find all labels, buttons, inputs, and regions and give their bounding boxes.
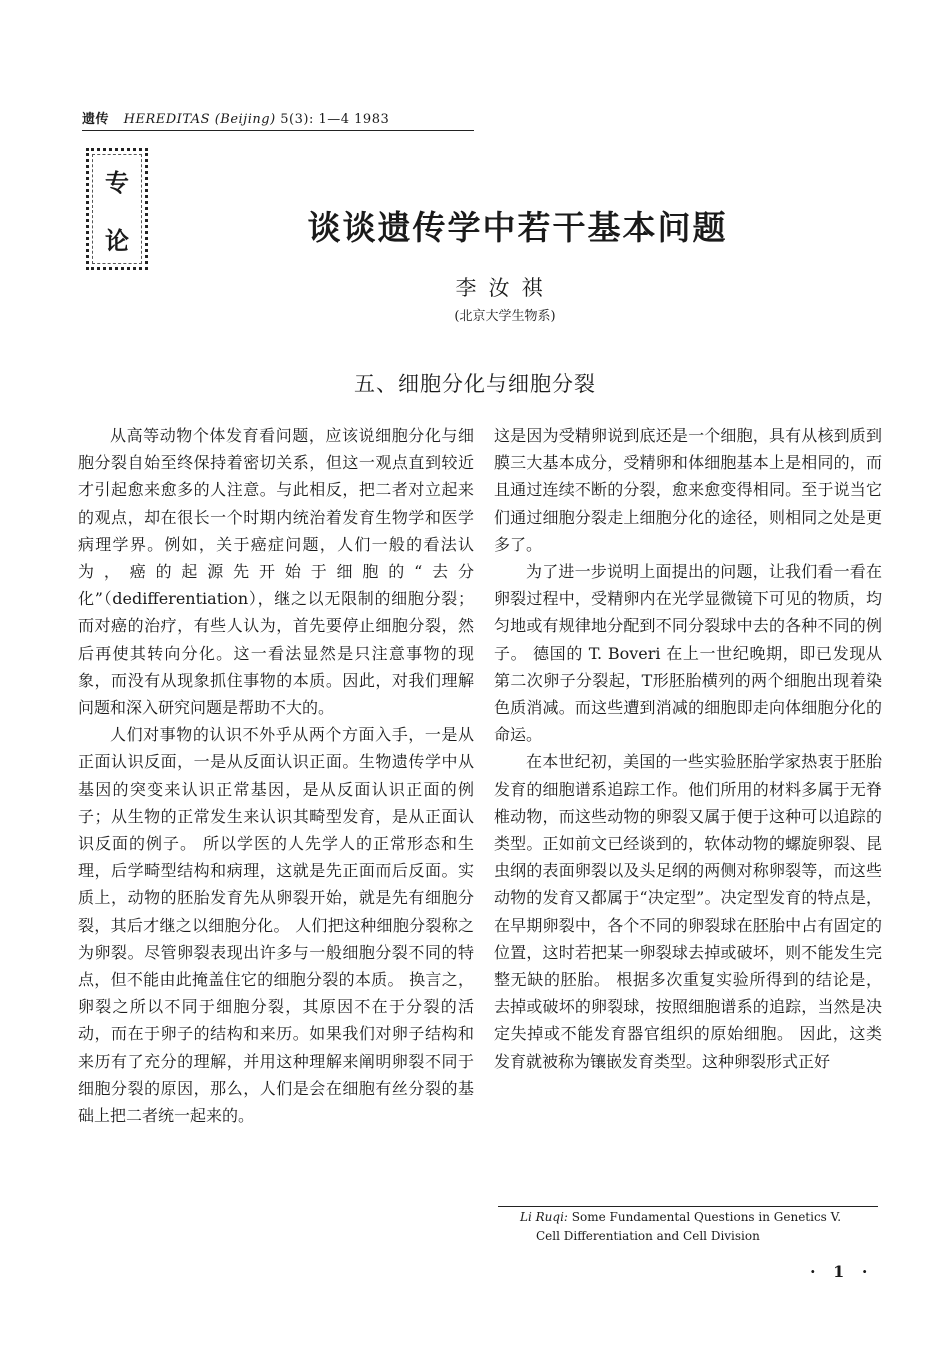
paragraph: 在本世纪初，美国的一些实验胚胎学家热衷于胚胎发育的细胞谱系追踪工作。他们所用的材料多属于无脊椎动物，而这些动物的卵裂又属于便于这种可以追踪的类型。正如前文已经谈到的，软体动物的螺旋卵裂、昆虫纲的表面卵裂以及头足纲的两侧对称卵裂等，而这些动物的发育又都属于“决定型”。决定型发育的特点是，在早期卵裂中，各个不同的卵裂球在胚胎中占有固定的位置，这时若把某一卵裂球去掉或破坏，则不能发生完整无缺的胚胎。 根据多次重复实验所得到的结论是，去掉或破坏的卵裂球，按照细胞谱系的追踪，当然是决定失掉或不能发育器官组织的原始细胞。 因此，这类发育就被称为镶嵌发育类型。这种卵裂形式正好 [494, 752, 882, 1071]
column-badge [86, 148, 148, 270]
running-header [82, 108, 474, 131]
badge-char-2: 论 [105, 226, 129, 255]
right-column [494, 422, 882, 1075]
footnote-author: Li Ruqi: [520, 1210, 568, 1224]
citation: 5(3): 1—4 1983 [280, 112, 390, 127]
badge-char-1: 专 [105, 168, 129, 197]
paragraph: 人们对事物的认识不外乎从两个方面入手，一是从正面认识反面，一是从反面认识正面。生物遗传学中从基因的突变来认识正常基因，是从反面认识正面的例子；从生物的正常发生来认识其畸型发育，是从正面认识反面的例子。 所以学医的人先学人的正常形态和生理，后学畸型结构和病理，这就是先正面而后反面。实质上，动物的胚胎发育先从卵裂开始，就是先有细胞分裂，其后才继之以细胞分化。 人们把这种细胞分裂称之为卵裂。尽管卵裂表现出许多与一般细胞分裂不同的特点，但不能由此掩盖住它的细胞分裂的本质。 换言之，卵裂之所以不同于细胞分裂，其原因不在于分裂的活动，而在于卵子的结构和来历。如果我们对卵子结构和来历有了充分的理解，并用这种理解来阐明卵裂不同于细胞分裂的原因，那么，人们是会在细胞有丝分裂的基础上把二者统一起来的。 [78, 725, 474, 1126]
affiliation: (北京大学生物系) [454, 309, 556, 324]
journal-name-cn: 遗传 [82, 112, 110, 127]
paragraph: 为了进一步说明上面提出的问题，让我们看一看在卵裂过程中，受精卵内在光学显微镜下可见的物质，均匀地或有规律地分配到不同分裂球中去的各种不同的例子。 德国的 T. Boveri 在上一世纪晚期，即已发现从第二次卵子分裂起，T形胚胎横列的两个细胞出现着染色质消减。而这些遭到消减的细胞即走向体细胞分化的命运。 [494, 562, 882, 745]
paragraph: 从高等动物个体发育看问题，应该说细胞分化与细胞分裂自始至终保持着密切关系，但这一观点直到较近才引起愈来愈多的人注意。与此相反，把二者对立起来的观点，却在很长一个时期内统治着发育生物学和医学病理学界。例如，关于癌症问题，人们一般的看法认为，癌的起源先开始于细胞的“去分化”（dedifferentiation），继之以无限制的细胞分裂；而对癌的治疗，有些人认为，首先要停止细胞分裂，然后再使其转向分化。这一看法显然是只注意事物的现象，而没有从现象抓住事物的本质。因此，对我们理解问题和深入研究问题是帮助不大的。 [78, 426, 474, 718]
page-number: · 1 · [810, 1262, 874, 1281]
paragraph-continuation: 这是因为受精卵说到底还是一个细胞，具有从核到质到膜三大基本成分，受精卵和体细胞基本上是相同的，而且通过连续不断的分裂，愈来愈变得相同。至于说当它们通过细胞分裂走上细胞分化的途径，则相同之处是更多了。 [494, 426, 882, 554]
author: 李汝祺 [455, 276, 555, 300]
journal-name-en: HEREDITAS (Beijing) [123, 112, 276, 127]
left-column [78, 422, 474, 1129]
section-title: 五、细胞分化与细胞分裂 [354, 372, 596, 396]
footnote-line-1: Some Fundamental Questions in Genetics V. [571, 1210, 842, 1224]
article-title: 谈谈遗传学中若干基本问题 [307, 208, 728, 247]
footnote [498, 1206, 878, 1246]
footnote-line-2: Cell Differentiation and Cell Division [536, 1229, 760, 1243]
